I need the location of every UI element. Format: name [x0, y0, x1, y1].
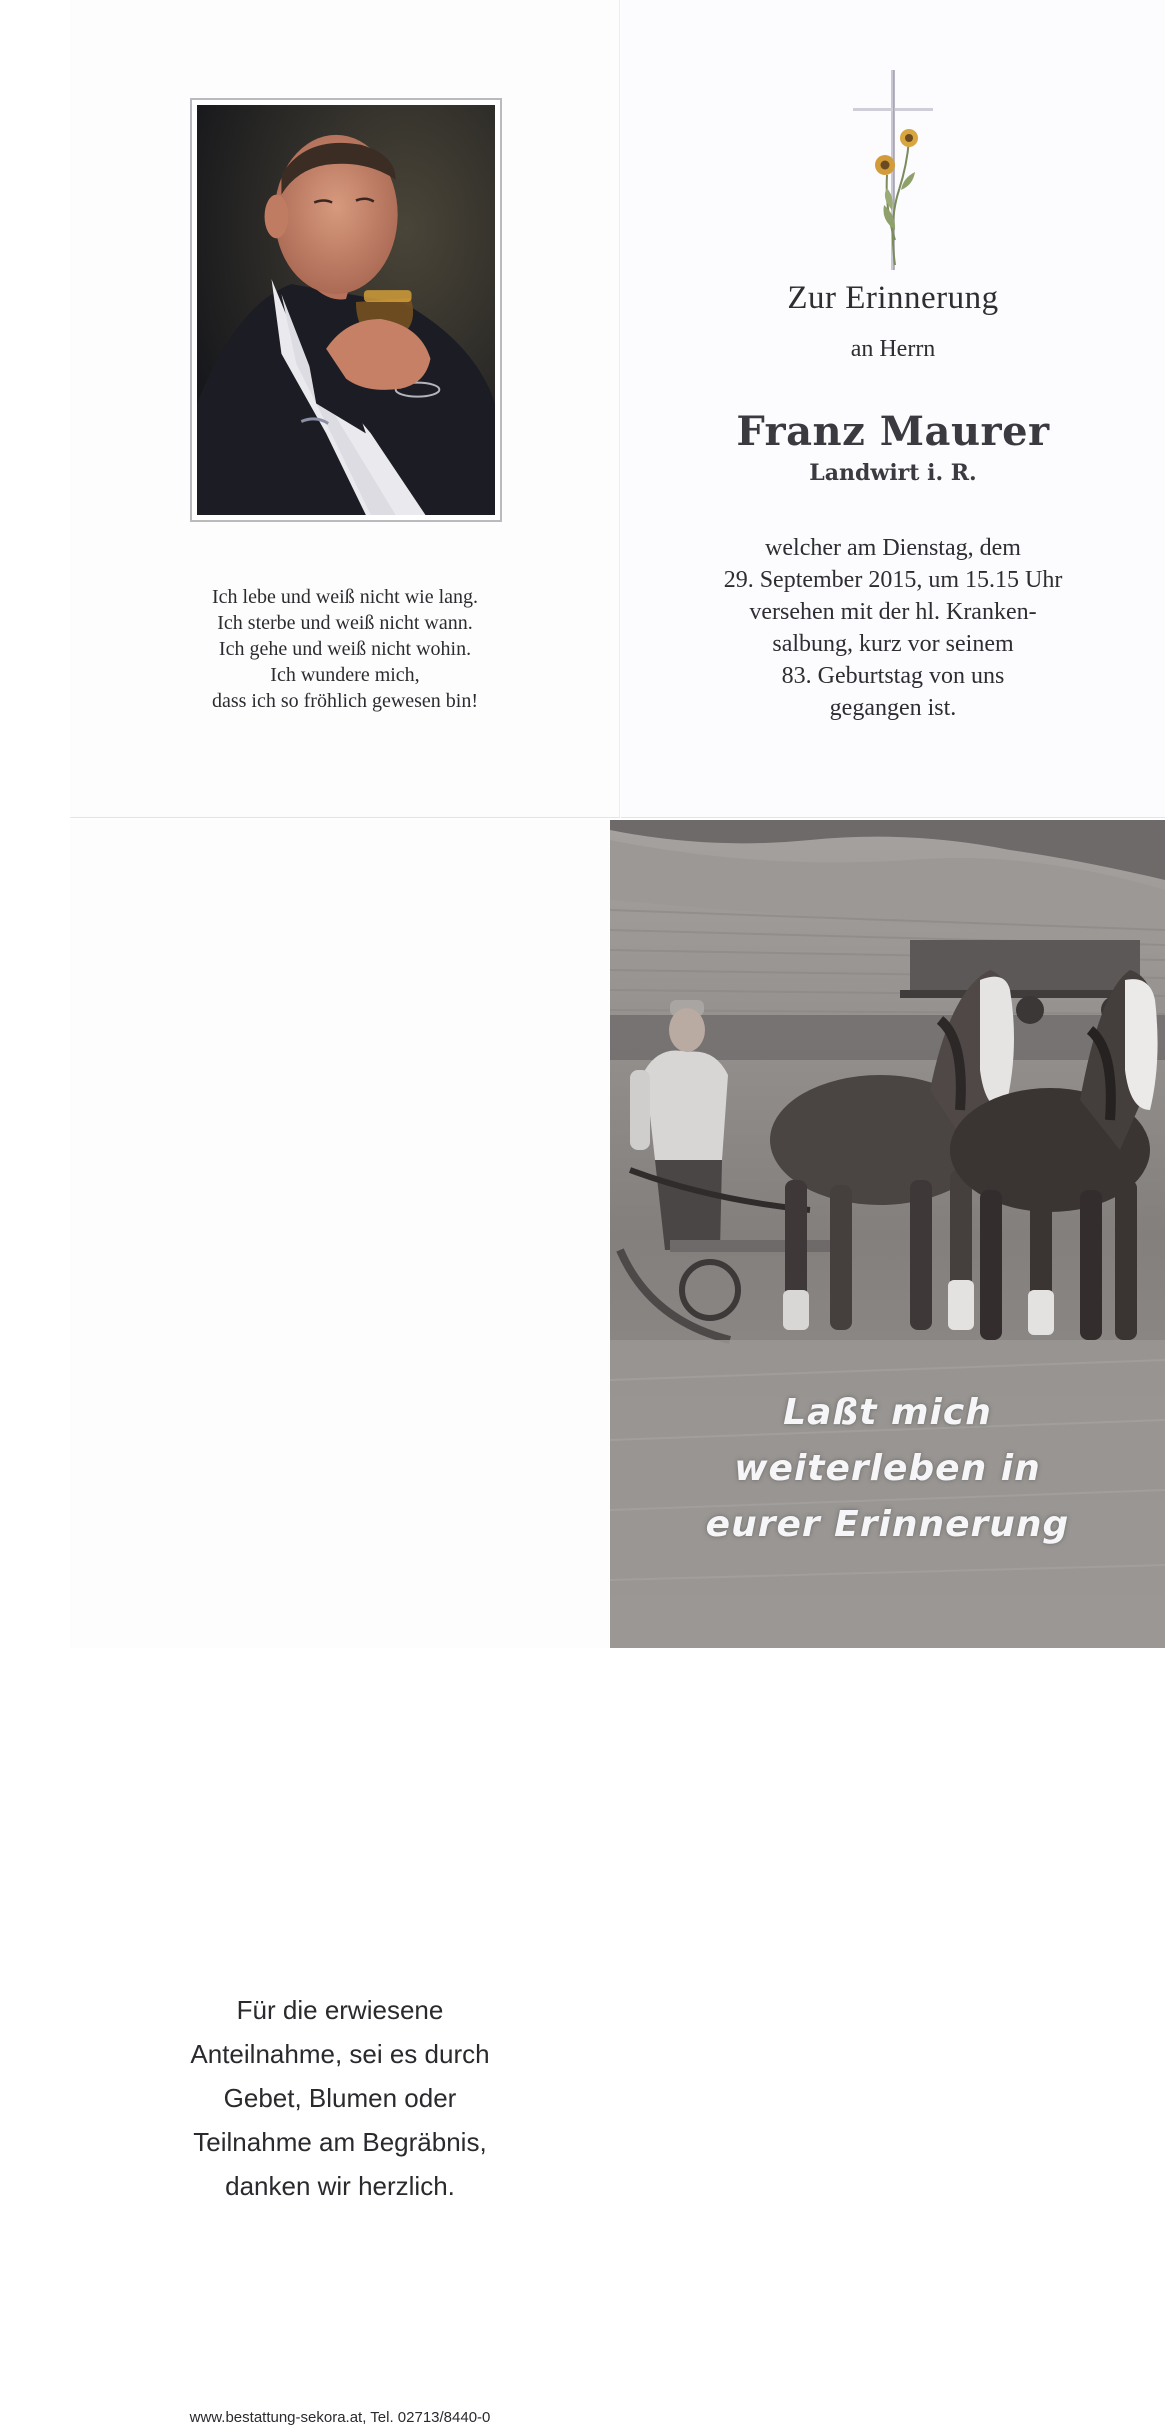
cross-with-sunflowers-icon — [851, 70, 941, 280]
notice-line: 83. Geburtstag von uns — [781, 663, 1005, 689]
poem-line: Ich gehe und weiß nicht wohin. — [218, 638, 472, 660]
thanks-line: Teilnahme am Begräbnis, — [193, 2127, 487, 2157]
death-notice — [621, 532, 1165, 724]
notice-line: welcher am Dienstag, dem — [765, 535, 1021, 561]
poem-line: Ich sterbe und weiß nicht wann. — [217, 612, 473, 634]
memorial-heading: Zur Erinnerung — [787, 280, 999, 316]
thanks-line: Gebet, Blumen oder — [223, 2083, 457, 2113]
motto-line: eurer Erinnerung — [705, 1504, 1070, 1545]
portrait-photo — [197, 105, 495, 515]
card-panel-portrait — [70, 0, 620, 818]
notice-line: versehen mit der hl. Kranken- — [749, 599, 1037, 625]
deceased-name: Franz Maurer — [736, 408, 1050, 455]
portrait-frame — [190, 98, 502, 522]
motto-line: weiterleben in — [734, 1448, 1041, 1489]
notice-line: salbung, kurz vor seinem — [772, 631, 1014, 657]
motto-line: Laßt mich — [783, 1392, 992, 1433]
poem-line: Ich lebe und weiß nicht wie lang. — [211, 586, 479, 608]
thanks-line: danken wir herzlich. — [225, 2171, 455, 2201]
notice-line: gegangen ist. — [829, 695, 957, 721]
occupation: Landwirt i. R. — [809, 460, 977, 486]
salutation: an Herrn — [850, 336, 936, 362]
thanks-line: Anteilnahme, sei es durch — [190, 2039, 490, 2069]
card-panel-memorial — [621, 0, 1165, 818]
notice-line: 29. September 2015, um 15.15 Uhr — [723, 567, 1063, 593]
thanks-message — [70, 1988, 610, 2208]
card-panel-thanks — [70, 820, 610, 2426]
card-panel-cover — [610, 820, 1165, 1648]
memorial-poem — [70, 584, 620, 714]
poem-line: dass ich so fröhlich gewesen bin! — [211, 690, 479, 712]
cover-motto — [610, 1385, 1165, 1553]
funeral-home-contact: www.bestattung-sekora.at, Tel. 02713/8440-0 — [189, 2409, 491, 2426]
poem-line: Ich wundere mich, — [270, 664, 420, 686]
thanks-line: Für die erwiesene — [236, 1995, 444, 2025]
